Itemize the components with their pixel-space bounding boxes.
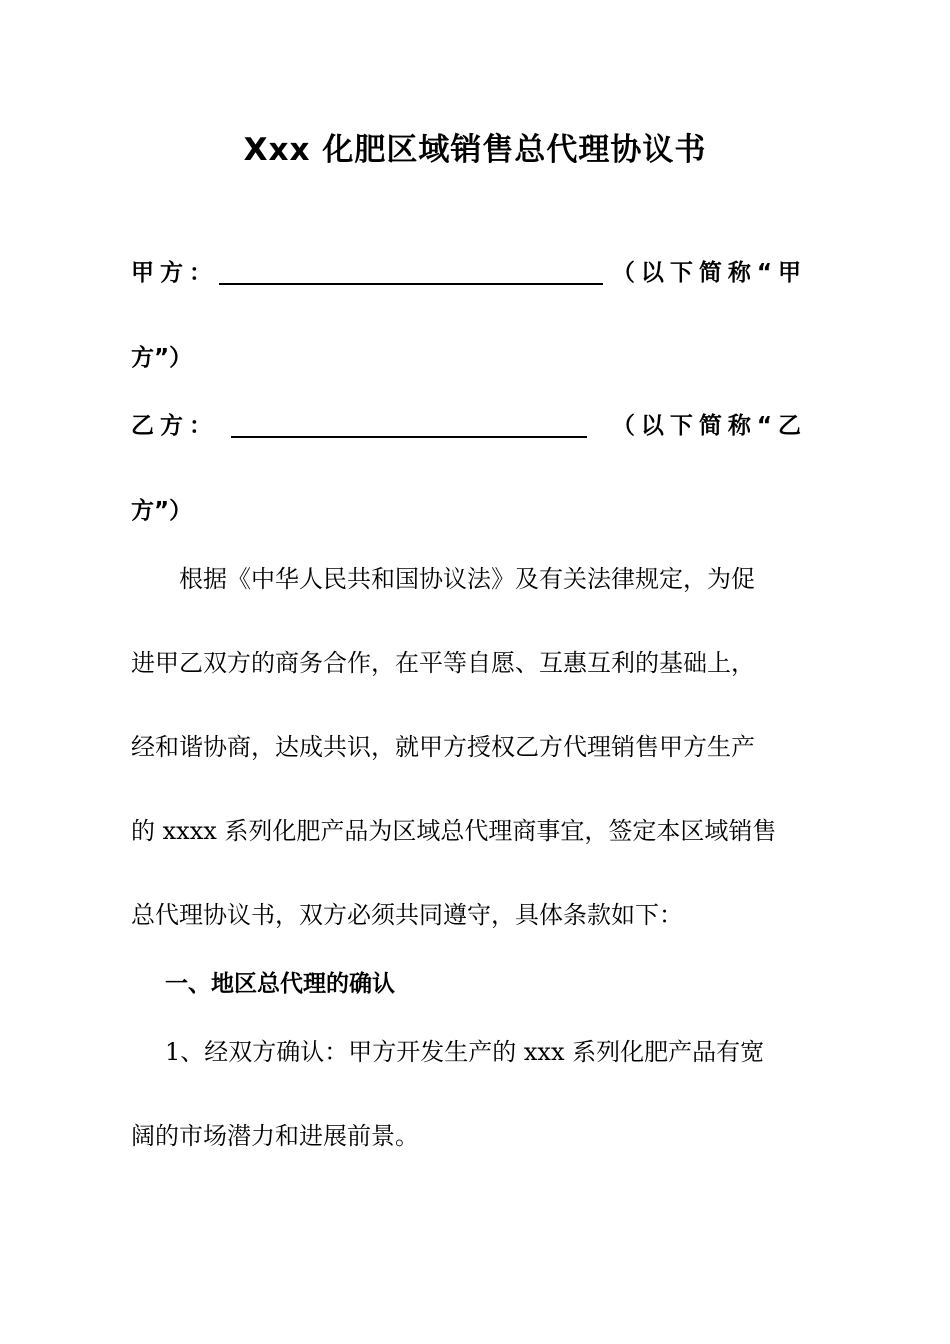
party-b-alias-continuation: 方”） [131, 498, 193, 524]
party-a-alias: （以下简称“甲 [611, 260, 807, 286]
party-a-label: 甲方： [131, 260, 218, 286]
party-a-alias-continuation: 方”） [131, 345, 193, 371]
section-heading: 一、地区总代理的确认 [165, 971, 395, 997]
party-a-blank-line[interactable] [219, 283, 603, 285]
party-b-row [131, 406, 807, 446]
document-title: Xxx 化肥区域销售总代理协议书 [243, 132, 707, 168]
clause-line: 1、经双方确认：甲方开发生产的 xxx 系列化肥产品有宽 [165, 1038, 765, 1066]
preamble-line: 总代理协议书，双方必须共同遵守，具体条款如下： [131, 901, 683, 929]
party-a-row [131, 253, 807, 293]
party-b-label: 乙方： [131, 413, 218, 439]
preamble-line: 的 xxxx 系列化肥产品为区域总代理商事宜，签定本区域销售 [131, 817, 777, 845]
preamble-line: 根据《中华人民共和国协议法》及有关法律规定，为促 [179, 565, 755, 593]
clause-line: 阔的市场潜力和进展前景。 [131, 1122, 419, 1150]
party-b-blank-line[interactable] [231, 436, 587, 438]
preamble-line: 进甲乙双方的商务合作，在平等自愿、互惠互利的基础上， [131, 649, 755, 677]
party-b-alias: （以下简称“乙 [611, 413, 807, 439]
preamble-line: 经和谐协商，达成共识，就甲方授权乙方代理销售甲方生产 [131, 733, 755, 761]
